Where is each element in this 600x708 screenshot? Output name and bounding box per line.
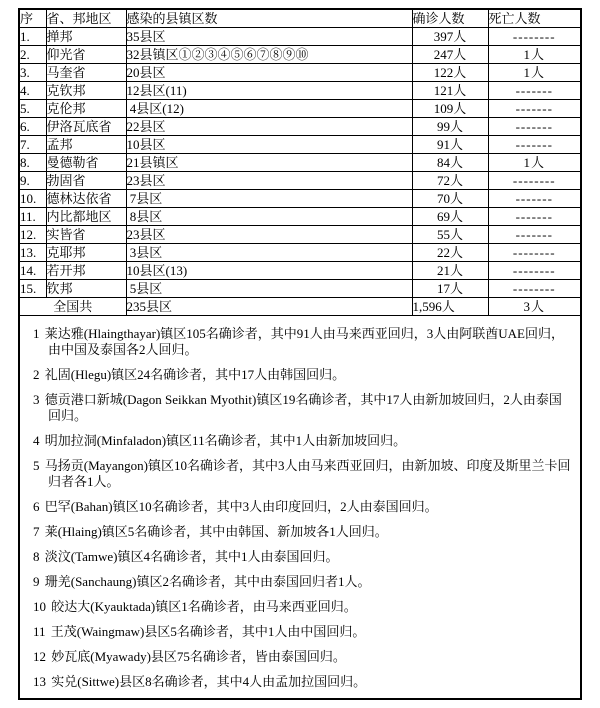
region-cell: 伊洛瓦底省 xyxy=(46,118,126,136)
districts-cell: 23县区 xyxy=(126,172,412,190)
footnote xyxy=(26,499,572,515)
footnote-number: 5 xyxy=(33,458,40,473)
seq-cell: 15. xyxy=(20,280,46,298)
header-districts: 感染的县镇区数 xyxy=(126,10,412,28)
region-cell: 若开邦 xyxy=(46,262,126,280)
footnote-text: 巴罕(Bahan)镇区10名确诊者，其中3人由印度回归，2人由泰国回归。 xyxy=(44,499,438,514)
districts-cell: 12县区(11) xyxy=(126,82,412,100)
region-cell: 仰光省 xyxy=(46,46,126,64)
deaths-cell: -------- xyxy=(488,244,580,262)
table-row xyxy=(20,82,580,100)
report-table-container xyxy=(18,8,582,700)
seq-cell: 12. xyxy=(20,226,46,244)
confirmed-cell: 69人 xyxy=(412,208,488,226)
footnote-text: 淡汶(Tamwe)镇区4名确诊者，其中1人由泰国回归。 xyxy=(44,549,339,564)
districts-cell: 5县区 xyxy=(126,280,412,298)
table-row xyxy=(20,280,580,298)
seq-cell: 3. xyxy=(20,64,46,82)
deaths-cell: -------- xyxy=(488,172,580,190)
deaths-cell: ------- xyxy=(488,82,580,100)
table-row xyxy=(20,244,580,262)
footnote-text: 莱达雅(Hlaingthayar)镇区105名确诊者，其中91人由马来西亚回归，3人由阿联酋UAE回归，由中国及泰国各2人回归。 xyxy=(44,326,564,357)
footnotes-section xyxy=(20,315,580,698)
table-row xyxy=(20,46,580,64)
table-row xyxy=(20,64,580,82)
districts-cell: 23县区 xyxy=(126,226,412,244)
footnote xyxy=(26,367,572,383)
region-cell: 钦邦 xyxy=(46,280,126,298)
seq-cell: 14. xyxy=(20,262,46,280)
cases-table xyxy=(20,10,580,315)
footnote-number: 9 xyxy=(33,574,40,589)
confirmed-cell: 247人 xyxy=(412,46,488,64)
footnote-number: 4 xyxy=(33,433,40,448)
deaths-cell: ------- xyxy=(488,118,580,136)
districts-cell: 22县区 xyxy=(126,118,412,136)
header-row xyxy=(20,10,580,28)
region-cell: 内比都地区 xyxy=(46,208,126,226)
districts-cell: 4县区(12) xyxy=(126,100,412,118)
footnote-text: 明加拉洞(Minfaladon)镇区11名确诊者，其中1人由新加坡回归。 xyxy=(44,433,407,448)
seq-cell: 7. xyxy=(20,136,46,154)
footnote-number: 13 xyxy=(33,674,46,689)
footnote-text: 礼固(Hlegu)镇区24名确诊者，其中17人由韩国回归。 xyxy=(44,367,346,382)
confirmed-cell: 397人 xyxy=(412,28,488,46)
header-confirmed: 确诊人数 xyxy=(412,10,488,28)
deaths-cell: -------- xyxy=(488,262,580,280)
footnote-text: 莱(Hlaing)镇区5名确诊者，其中由韩国、新加坡各1人回归。 xyxy=(44,524,388,539)
confirmed-cell: 84人 xyxy=(412,154,488,172)
districts-cell: 10县区(13) xyxy=(126,262,412,280)
confirmed-cell: 91人 xyxy=(412,136,488,154)
footnote xyxy=(26,649,572,665)
footnote-number: 12 xyxy=(33,649,46,664)
table-row xyxy=(20,136,580,154)
districts-cell: 32县镇区①②③④⑤⑥⑦⑧⑨⑩ xyxy=(126,46,412,64)
total-label-cell: 全国共 xyxy=(20,298,126,316)
deaths-cell: 1人 xyxy=(488,64,580,82)
total-confirmed-cell: 1,596人 xyxy=(412,298,488,316)
footnote-number: 2 xyxy=(33,367,40,382)
deaths-cell: -------- xyxy=(488,280,580,298)
region-cell: 曼德勒省 xyxy=(46,154,126,172)
table-row xyxy=(20,226,580,244)
header-deaths: 死亡人数 xyxy=(488,10,580,28)
confirmed-cell: 55人 xyxy=(412,226,488,244)
table-row xyxy=(20,28,580,46)
footnote xyxy=(26,574,572,590)
confirmed-cell: 99人 xyxy=(412,118,488,136)
footnote-text: 王茂(Waingmaw)县区5名确诊者，其中1人由中国回归。 xyxy=(50,624,366,639)
table-row xyxy=(20,118,580,136)
footnote xyxy=(26,549,572,565)
confirmed-cell: 22人 xyxy=(412,244,488,262)
deaths-cell: 1人 xyxy=(488,154,580,172)
total-row xyxy=(20,298,580,316)
footnote xyxy=(26,433,572,449)
deaths-cell: ------- xyxy=(488,136,580,154)
footnote-text: 妙瓦底(Myawady)县区75名确诊者，皆由泰国回归。 xyxy=(51,649,346,664)
region-cell: 勃固省 xyxy=(46,172,126,190)
region-cell: 孟邦 xyxy=(46,136,126,154)
deaths-cell: 1人 xyxy=(488,46,580,64)
header-seq: 序 xyxy=(20,10,46,28)
districts-cell: 10县区 xyxy=(126,136,412,154)
seq-cell: 4. xyxy=(20,82,46,100)
footnote-text: 德贡港口新城(Dagon Seikkan Myothit)镇区19名确诊者，其中17人由新加坡回归，2人由泰国回归。 xyxy=(44,392,562,423)
table-row xyxy=(20,172,580,190)
seq-cell: 13. xyxy=(20,244,46,262)
footnote-text: 实兑(Sittwe)县区8名确诊者，其中4人由孟加拉国回归。 xyxy=(51,674,367,689)
total-districts-cell: 235县区 xyxy=(126,298,412,316)
deaths-cell: -------- xyxy=(488,28,580,46)
confirmed-cell: 21人 xyxy=(412,262,488,280)
seq-cell: 2. xyxy=(20,46,46,64)
region-cell: 掸邦 xyxy=(46,28,126,46)
footnote-number: 3 xyxy=(33,392,40,407)
footnote xyxy=(26,392,572,424)
deaths-cell: ------- xyxy=(488,226,580,244)
footnote xyxy=(26,524,572,540)
footnote-text: 皎达大(Kyauktada)镇区1名确诊者，由马来西亚回归。 xyxy=(51,599,357,614)
region-cell: 德林达依省 xyxy=(46,190,126,208)
footnote-number: 7 xyxy=(33,524,40,539)
seq-cell: 6. xyxy=(20,118,46,136)
districts-cell: 35县区 xyxy=(126,28,412,46)
districts-cell: 21县镇区 xyxy=(126,154,412,172)
districts-cell: 7县区 xyxy=(126,190,412,208)
footnote xyxy=(26,326,572,358)
confirmed-cell: 121人 xyxy=(412,82,488,100)
footnote-text: 马扬贡(Mayangon)镇区10名确诊者，其中3人由马来西亚回归，由新加坡、印度及斯里兰卡回归者各1人。 xyxy=(44,458,571,489)
districts-cell: 20县区 xyxy=(126,64,412,82)
confirmed-cell: 122人 xyxy=(412,64,488,82)
footnote-number: 8 xyxy=(33,549,40,564)
seq-cell: 9. xyxy=(20,172,46,190)
region-cell: 克耶邦 xyxy=(46,244,126,262)
footnote-number: 11 xyxy=(33,624,46,639)
districts-cell: 8县区 xyxy=(126,208,412,226)
region-cell: 克伦邦 xyxy=(46,100,126,118)
districts-cell: 3县区 xyxy=(126,244,412,262)
region-cell: 实皆省 xyxy=(46,226,126,244)
table-row xyxy=(20,154,580,172)
footnote xyxy=(26,458,572,490)
footnote-number: 1 xyxy=(33,326,40,341)
region-cell: 克钦邦 xyxy=(46,82,126,100)
seq-cell: 5. xyxy=(20,100,46,118)
table-row xyxy=(20,100,580,118)
footnote xyxy=(26,624,572,640)
confirmed-cell: 17人 xyxy=(412,280,488,298)
seq-cell: 11. xyxy=(20,208,46,226)
deaths-cell: ------- xyxy=(488,208,580,226)
region-cell: 马奎省 xyxy=(46,64,126,82)
confirmed-cell: 109人 xyxy=(412,100,488,118)
footnote-number: 10 xyxy=(33,599,46,614)
confirmed-cell: 72人 xyxy=(412,172,488,190)
table-row xyxy=(20,262,580,280)
deaths-cell: ------- xyxy=(488,100,580,118)
total-deaths-cell: 3人 xyxy=(523,299,545,314)
header-region: 省、邦地区 xyxy=(46,10,126,28)
seq-cell: 8. xyxy=(20,154,46,172)
confirmed-cell: 70人 xyxy=(412,190,488,208)
footnote xyxy=(26,674,572,690)
seq-cell: 10. xyxy=(20,190,46,208)
table-row xyxy=(20,190,580,208)
seq-cell: 1. xyxy=(20,28,46,46)
footnote-text: 珊羌(Sanchaung)镇区2名确诊者，其中由泰国回归者1人。 xyxy=(44,574,371,589)
table-row xyxy=(20,208,580,226)
footnote xyxy=(26,599,572,615)
deaths-cell: ------- xyxy=(488,190,580,208)
footnote-number: 6 xyxy=(33,499,40,514)
